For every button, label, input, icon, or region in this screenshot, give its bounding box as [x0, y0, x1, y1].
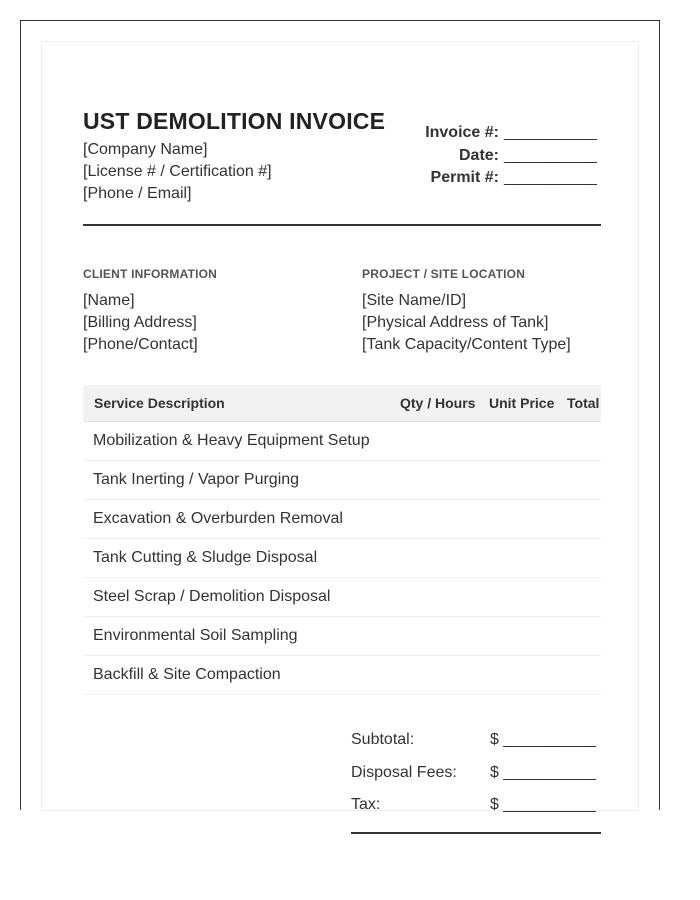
- row-qty[interactable]: [384, 500, 489, 539]
- site-location: [362, 267, 571, 356]
- row-description: Tank Cutting & Sludge Disposal: [83, 539, 384, 578]
- table-row: [83, 617, 601, 656]
- header-service-description: Service Description: [83, 385, 384, 422]
- row-description: Tank Inerting / Vapor Purging: [83, 461, 384, 500]
- permit-number-row: [425, 169, 601, 192]
- row-qty[interactable]: [384, 578, 489, 617]
- row-description: Steel Scrap / Demolition Disposal: [83, 578, 384, 617]
- site-heading: PROJECT / SITE LOCATION: [362, 267, 526, 281]
- disposal-fees-row: [351, 758, 601, 791]
- tax-currency: $: [490, 796, 499, 813]
- row-unit-price[interactable]: [489, 500, 557, 539]
- table-row: [83, 578, 601, 617]
- table-row: [83, 461, 601, 500]
- subtotal-currency: $: [490, 731, 499, 748]
- disposal-fees-label: Disposal Fees:: [351, 763, 457, 781]
- table-row: [83, 422, 601, 461]
- table-header-row: [83, 385, 601, 422]
- page-frame: [20, 20, 660, 813]
- invoice-number-row: [425, 124, 601, 147]
- client-phone: [Phone/Contact]: [83, 336, 198, 353]
- invoice-meta: [425, 124, 601, 192]
- header-total: Total: [557, 385, 601, 422]
- invoice-number-field[interactable]: ___________: [504, 124, 597, 141]
- invoice-date-field[interactable]: ___________: [504, 146, 597, 164]
- totals-divider: [351, 832, 601, 834]
- company-name: [Company Name]: [83, 141, 208, 158]
- row-qty[interactable]: [384, 461, 489, 500]
- row-total[interactable]: [557, 461, 601, 500]
- invoice-title: UST DEMOLITION INVOICE: [83, 108, 386, 134]
- row-qty[interactable]: [384, 656, 489, 695]
- tax-row: [351, 790, 601, 823]
- row-total[interactable]: [557, 617, 601, 656]
- client-heading: CLIENT INFORMATION: [83, 267, 218, 281]
- invoice-sheet: [41, 41, 639, 811]
- company-contact: [Phone / Email]: [83, 185, 192, 202]
- disposal-fees-field[interactable]: ___________: [503, 763, 596, 781]
- row-total[interactable]: [557, 578, 601, 617]
- tax-field[interactable]: ___________: [503, 796, 596, 813]
- row-qty[interactable]: [384, 617, 489, 656]
- disposal-fees-currency: $: [490, 763, 499, 781]
- client-billing-address: [Billing Address]: [83, 314, 197, 331]
- company-license: [License # / Certification #]: [83, 163, 272, 180]
- row-qty[interactable]: [384, 539, 489, 578]
- tax-label: Tax:: [351, 796, 381, 813]
- row-total[interactable]: [557, 656, 601, 695]
- row-qty[interactable]: [384, 422, 489, 461]
- client-name: [Name]: [83, 292, 135, 309]
- header-divider: [83, 224, 601, 226]
- row-unit-price[interactable]: [489, 656, 557, 695]
- site-address: [Physical Address of Tank]: [362, 314, 549, 331]
- row-total[interactable]: [557, 422, 601, 461]
- row-description: Environmental Soil Sampling: [83, 617, 384, 656]
- invoice-date-label: Date:: [458, 146, 499, 164]
- header-unit-price: Unit Price: [489, 385, 557, 422]
- row-unit-price[interactable]: [489, 539, 557, 578]
- site-name: [Site Name/ID]: [362, 292, 467, 309]
- subtotal-row: [351, 725, 601, 758]
- row-unit-price[interactable]: [489, 422, 557, 461]
- subtotal-field[interactable]: ___________: [503, 731, 596, 748]
- row-description: Mobilization & Heavy Equipment Setup: [83, 422, 384, 461]
- company-info: [83, 139, 272, 205]
- invoice-number-label: Invoice #:: [425, 124, 499, 141]
- services-table: [83, 385, 601, 695]
- table-row: [83, 539, 601, 578]
- invoice-date-row: [425, 147, 601, 170]
- permit-number-label: Permit #:: [430, 169, 499, 186]
- header-qty-hours: Qty / Hours: [384, 385, 489, 422]
- row-description: Backfill & Site Compaction: [83, 656, 384, 695]
- table-row: [83, 656, 601, 695]
- row-total[interactable]: [557, 539, 601, 578]
- row-total[interactable]: [557, 500, 601, 539]
- subtotal-label: Subtotal:: [351, 731, 415, 748]
- table-row: [83, 500, 601, 539]
- site-tank-capacity: [Tank Capacity/Content Type]: [362, 336, 571, 353]
- row-unit-price[interactable]: [489, 617, 557, 656]
- row-unit-price[interactable]: [489, 461, 557, 500]
- client-information: [83, 267, 217, 356]
- totals-block: [351, 725, 601, 823]
- permit-number-field[interactable]: ___________: [504, 169, 597, 186]
- row-unit-price[interactable]: [489, 578, 557, 617]
- row-description: Excavation & Overburden Removal: [83, 500, 384, 539]
